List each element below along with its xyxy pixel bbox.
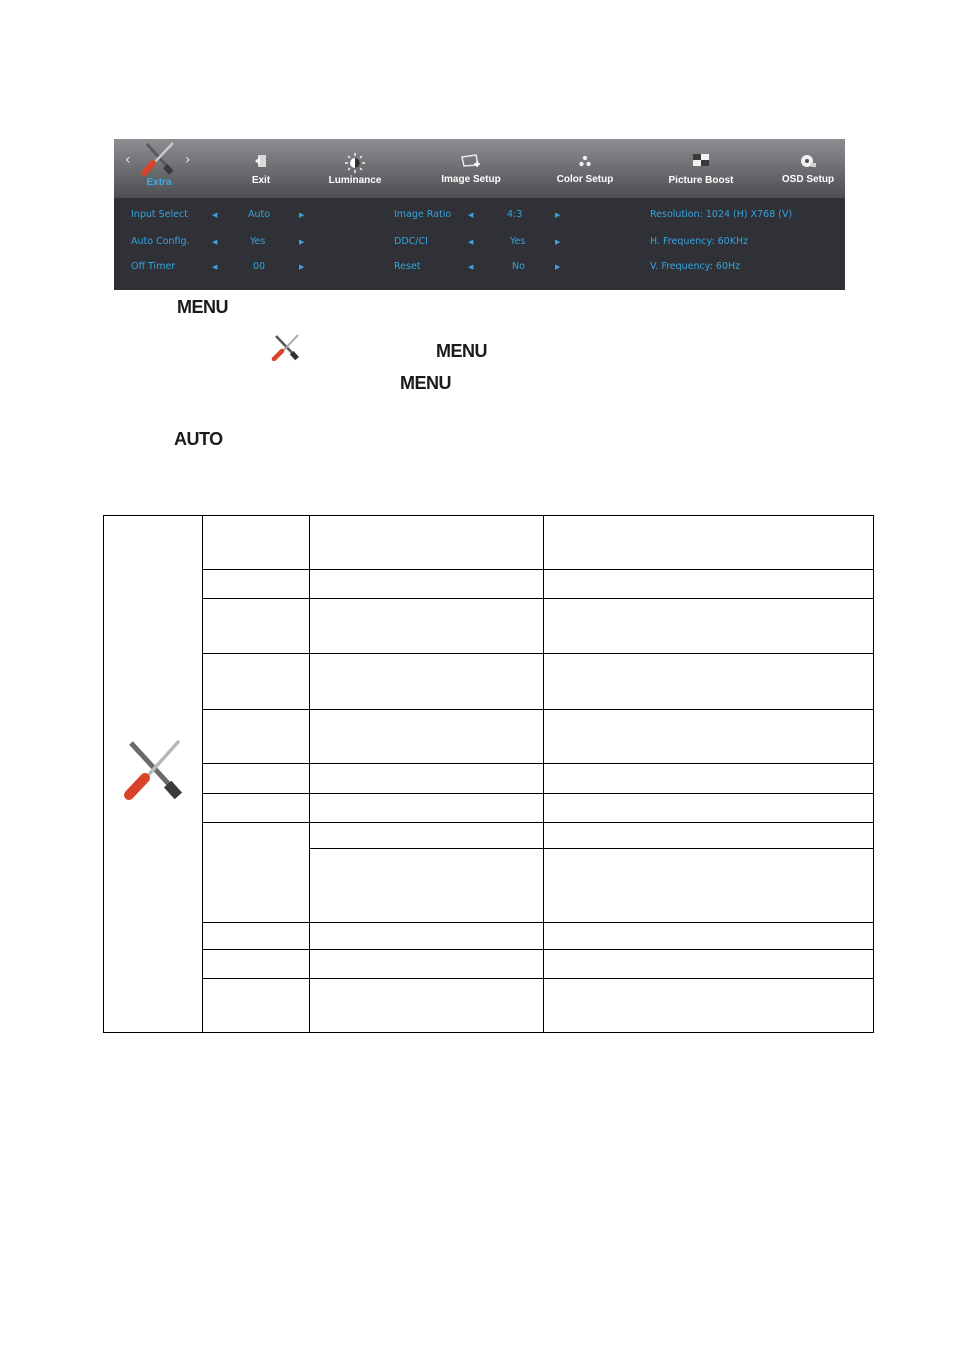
extra-settings-table xyxy=(103,515,874,1033)
tab-label: Luminance xyxy=(328,175,382,186)
setting-ddc-ci-label: DDC/CI xyxy=(394,236,428,247)
tab-color-setup[interactable] xyxy=(549,139,621,198)
table-row-divider xyxy=(202,922,874,923)
tab-label: Image Setup xyxy=(441,174,501,185)
table-row-divider xyxy=(202,978,874,979)
setting-input-select-value[interactable]: Auto xyxy=(248,209,271,220)
table-border-left xyxy=(103,515,104,1033)
tools-icon xyxy=(139,140,179,176)
osd-settings-panel xyxy=(114,198,845,290)
table-row-divider xyxy=(202,763,874,764)
osd-menu-screenshot xyxy=(114,139,845,290)
table-row-divider xyxy=(202,598,874,599)
setting-reset-label: Reset xyxy=(394,261,421,272)
table-border-top xyxy=(103,515,874,516)
arrow-right-icon[interactable]: ▶ xyxy=(555,211,561,219)
arrow-left-icon[interactable]: ◀ xyxy=(468,238,474,246)
table-row-divider xyxy=(202,653,874,654)
tab-label: Exit xyxy=(251,175,271,186)
tab-luminance[interactable] xyxy=(319,139,391,198)
tab-label: OSD Setup xyxy=(781,174,835,185)
table-column-divider xyxy=(202,515,203,1033)
setting-ddc-ci-value[interactable]: Yes xyxy=(510,236,526,247)
tab-image-setup[interactable] xyxy=(432,139,510,198)
setting-reset-value[interactable]: No xyxy=(512,261,525,272)
arrow-right-icon[interactable]: ▶ xyxy=(555,238,561,246)
table-row-divider xyxy=(309,848,874,849)
tab-extra[interactable] xyxy=(132,139,186,198)
osd-tab-bar xyxy=(114,139,845,198)
table-row-divider xyxy=(202,949,874,950)
image-setup-icon xyxy=(460,153,482,169)
auto-key-label: AUTO xyxy=(174,429,223,449)
arrow-left-icon[interactable]: ◀ xyxy=(468,263,474,271)
setting-off-timer-label: Off Timer xyxy=(131,261,176,272)
chevron-right-icon[interactable]: › xyxy=(185,152,191,168)
arrow-right-icon[interactable]: ▶ xyxy=(299,263,305,271)
arrow-left-icon[interactable]: ◀ xyxy=(212,211,218,219)
table-row-divider xyxy=(202,569,874,570)
setting-auto-config-value[interactable]: Yes xyxy=(250,236,266,247)
picture-boost-icon xyxy=(692,153,710,167)
arrow-right-icon[interactable]: ▶ xyxy=(299,211,305,219)
osd-setup-icon xyxy=(799,153,817,169)
tools-icon xyxy=(121,737,187,801)
table-border-right xyxy=(873,515,874,1033)
setting-off-timer-value[interactable]: 00 xyxy=(253,261,266,272)
menu-key-label: MENU xyxy=(400,373,451,393)
exit-icon xyxy=(253,153,269,169)
tab-label: Picture Boost xyxy=(668,175,734,186)
table-row-divider xyxy=(202,709,874,710)
tools-icon xyxy=(271,333,301,361)
arrow-left-icon[interactable]: ◀ xyxy=(212,263,218,271)
arrow-left-icon[interactable]: ◀ xyxy=(212,238,218,246)
table-border-bottom xyxy=(103,1032,874,1033)
setting-input-select-label: Input Select xyxy=(131,209,188,220)
tab-label: Color Setup xyxy=(556,174,614,185)
arrow-right-icon[interactable]: ▶ xyxy=(299,238,305,246)
table-row-divider xyxy=(202,793,874,794)
chevron-left-icon[interactable]: ‹ xyxy=(125,152,131,168)
info-h-frequency: H. Frequency: 60KHz xyxy=(650,236,749,247)
setting-image-ratio-value[interactable]: 4:3 xyxy=(507,209,523,220)
tab-exit[interactable] xyxy=(236,139,286,198)
sun-icon xyxy=(344,153,366,173)
info-v-frequency: V. Frequency: 60Hz xyxy=(650,261,741,272)
menu-key-label: MENU xyxy=(436,341,487,361)
color-dots-icon xyxy=(577,153,593,169)
tab-label: Extra xyxy=(146,177,172,188)
setting-auto-config-label: Auto Config. xyxy=(131,236,190,247)
setting-image-ratio-label: Image Ratio xyxy=(394,209,452,220)
tab-osd-setup[interactable] xyxy=(778,139,838,198)
tab-picture-boost[interactable] xyxy=(660,139,742,198)
arrow-right-icon[interactable]: ▶ xyxy=(555,263,561,271)
table-row-divider xyxy=(202,822,874,823)
arrow-left-icon[interactable]: ◀ xyxy=(468,211,474,219)
info-resolution: Resolution: 1024 (H) X768 (V) xyxy=(650,209,793,220)
table-column-divider xyxy=(309,515,310,1033)
table-column-divider xyxy=(543,515,544,1033)
menu-key-label: MENU xyxy=(177,297,228,317)
